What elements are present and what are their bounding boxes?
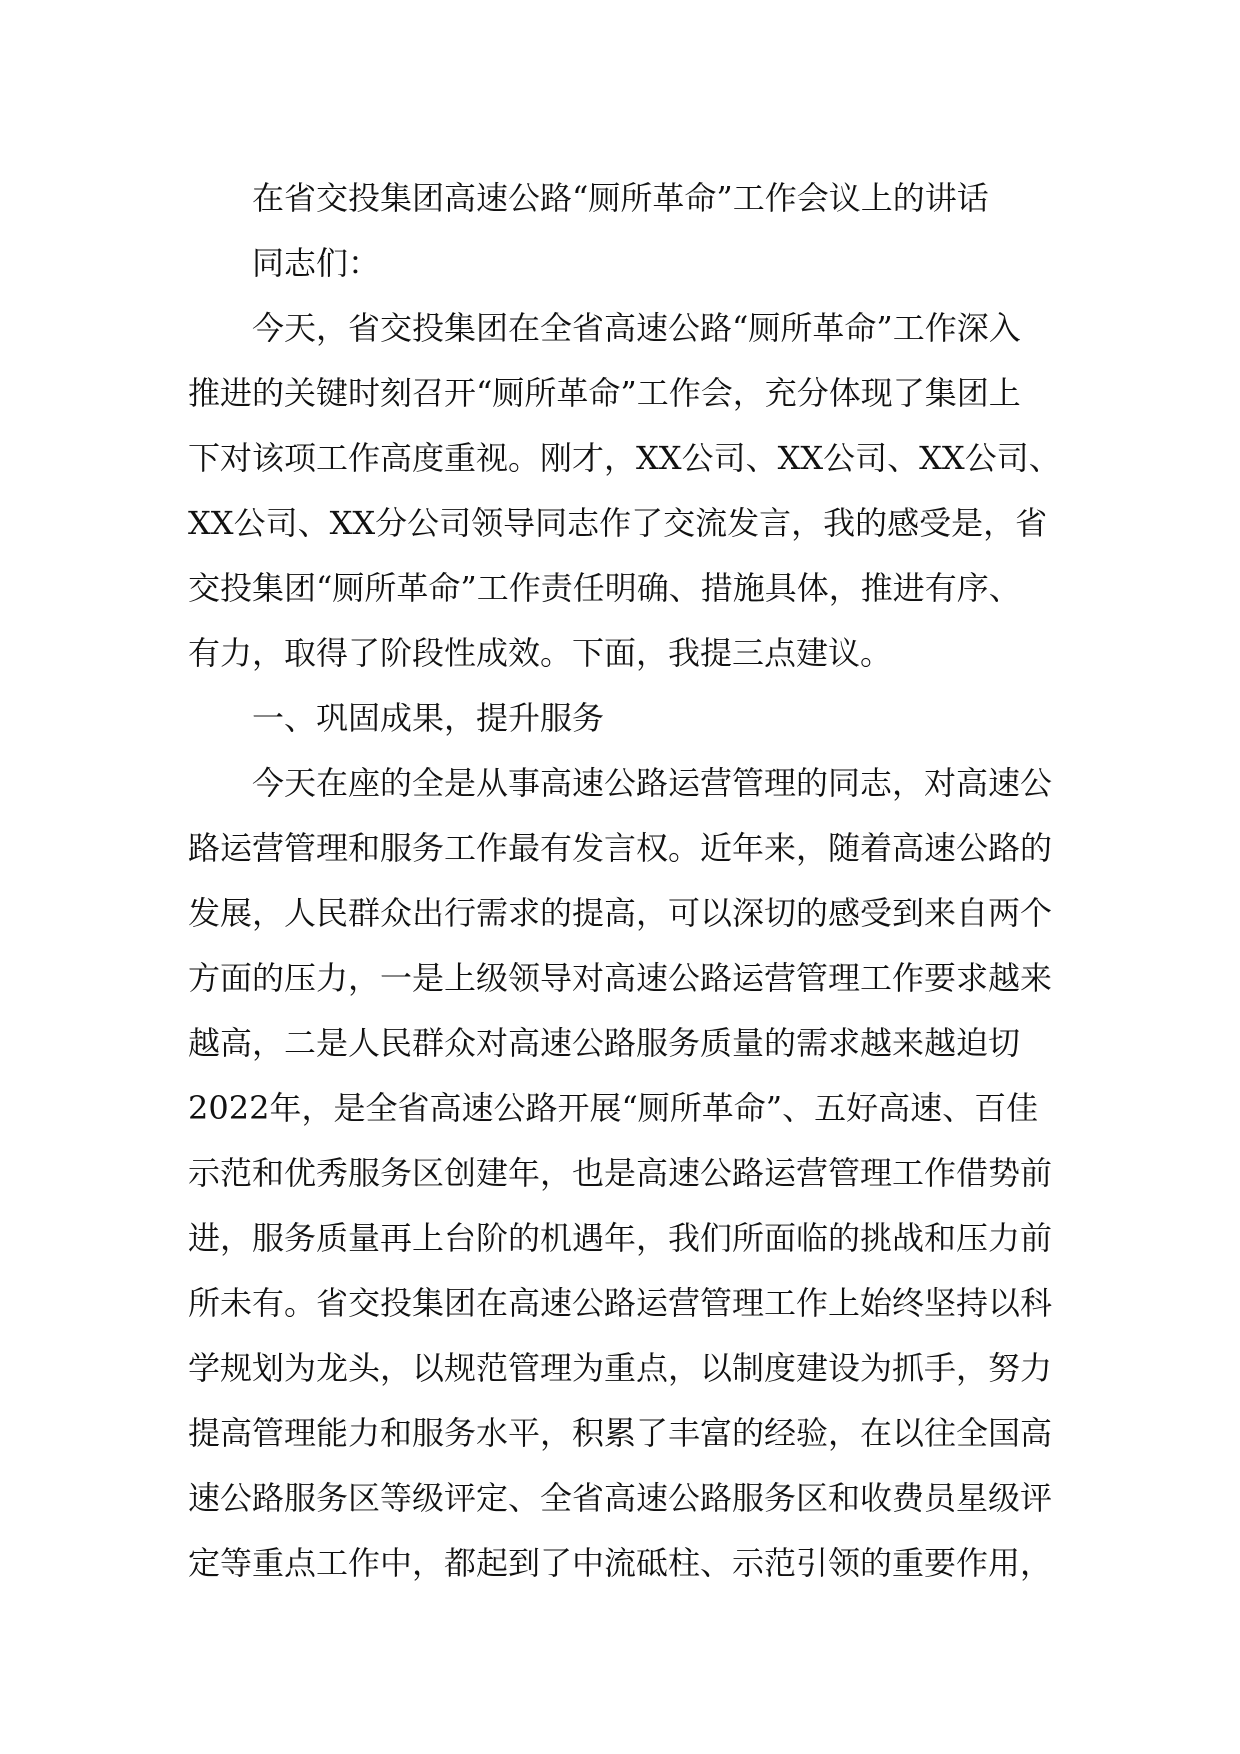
paragraph-line: 进，服务质量再上台阶的机遇年，我们所面临的挑战和压力前 <box>188 1219 1053 1257</box>
paragraph-line: 2022年，是全省高速公路开展“厕所革命”、五好高速、百佳 <box>188 1089 1039 1127</box>
paragraph-line: 今天在座的全是从事高速公路运营管理的同志，对高速公 <box>252 764 1053 802</box>
paragraph-line: 越高，二是人民群众对高速公路服务质量的需求越来越迫切 <box>188 1024 1021 1062</box>
section-heading: 一、巩固成果，提升服务 <box>252 699 605 737</box>
paragraph-line: XX公司、XX分公司领导同志作了交流发言，我的感受是，省 <box>188 504 1048 542</box>
paragraph-line: 示范和优秀服务区创建年，也是高速公路运营管理工作借势前 <box>188 1154 1053 1192</box>
paragraph-line: 交投集团“厕所革命”工作责任明确、措施具体，推进有序、 <box>188 569 1021 607</box>
paragraph-line: 所未有。省交投集团在高速公路运营管理工作上始终坚持以科 <box>188 1284 1053 1322</box>
document-title: 在省交投集团高速公路“厕所革命”工作会议上的讲话 <box>252 179 989 217</box>
paragraph-line: 提高管理能力和服务水平，积累了丰富的经验，在以往全国高 <box>188 1414 1053 1452</box>
paragraph-line: 今天，省交投集团在全省高速公路“厕所革命”工作深入 <box>252 309 1021 347</box>
paragraph-line: 方面的压力，一是上级领导对高速公路运营管理工作要求越来 <box>188 959 1053 997</box>
paragraph-line: 发展，人民群众出行需求的提高，可以深切的感受到来自两个 <box>188 894 1053 932</box>
paragraph-line: 速公路服务区等级评定、全省高速公路服务区和收费员星级评 <box>188 1479 1053 1517</box>
paragraph-line: 路运营管理和服务工作最有发言权。近年来，随着高速公路的 <box>188 829 1053 867</box>
salutation: 同志们： <box>252 244 381 282</box>
paragraph-line: 定等重点工作中，都起到了中流砥柱、示范引领的重要作用， <box>188 1544 1053 1582</box>
paragraph-line: 有力，取得了阶段性成效。下面，我提三点建议。 <box>188 634 893 672</box>
paragraph-line: 推进的关键时刻召开“厕所革命”工作会，充分体现了集团上 <box>188 374 1021 412</box>
document-body <box>188 166 1061 1596</box>
paragraph-line: 下对该项工作高度重视。刚才，XX公司、XX公司、XX公司、 <box>188 439 1061 477</box>
paragraph-line: 学规划为龙头，以规范管理为重点，以制度建设为抓手，努力 <box>188 1349 1053 1387</box>
